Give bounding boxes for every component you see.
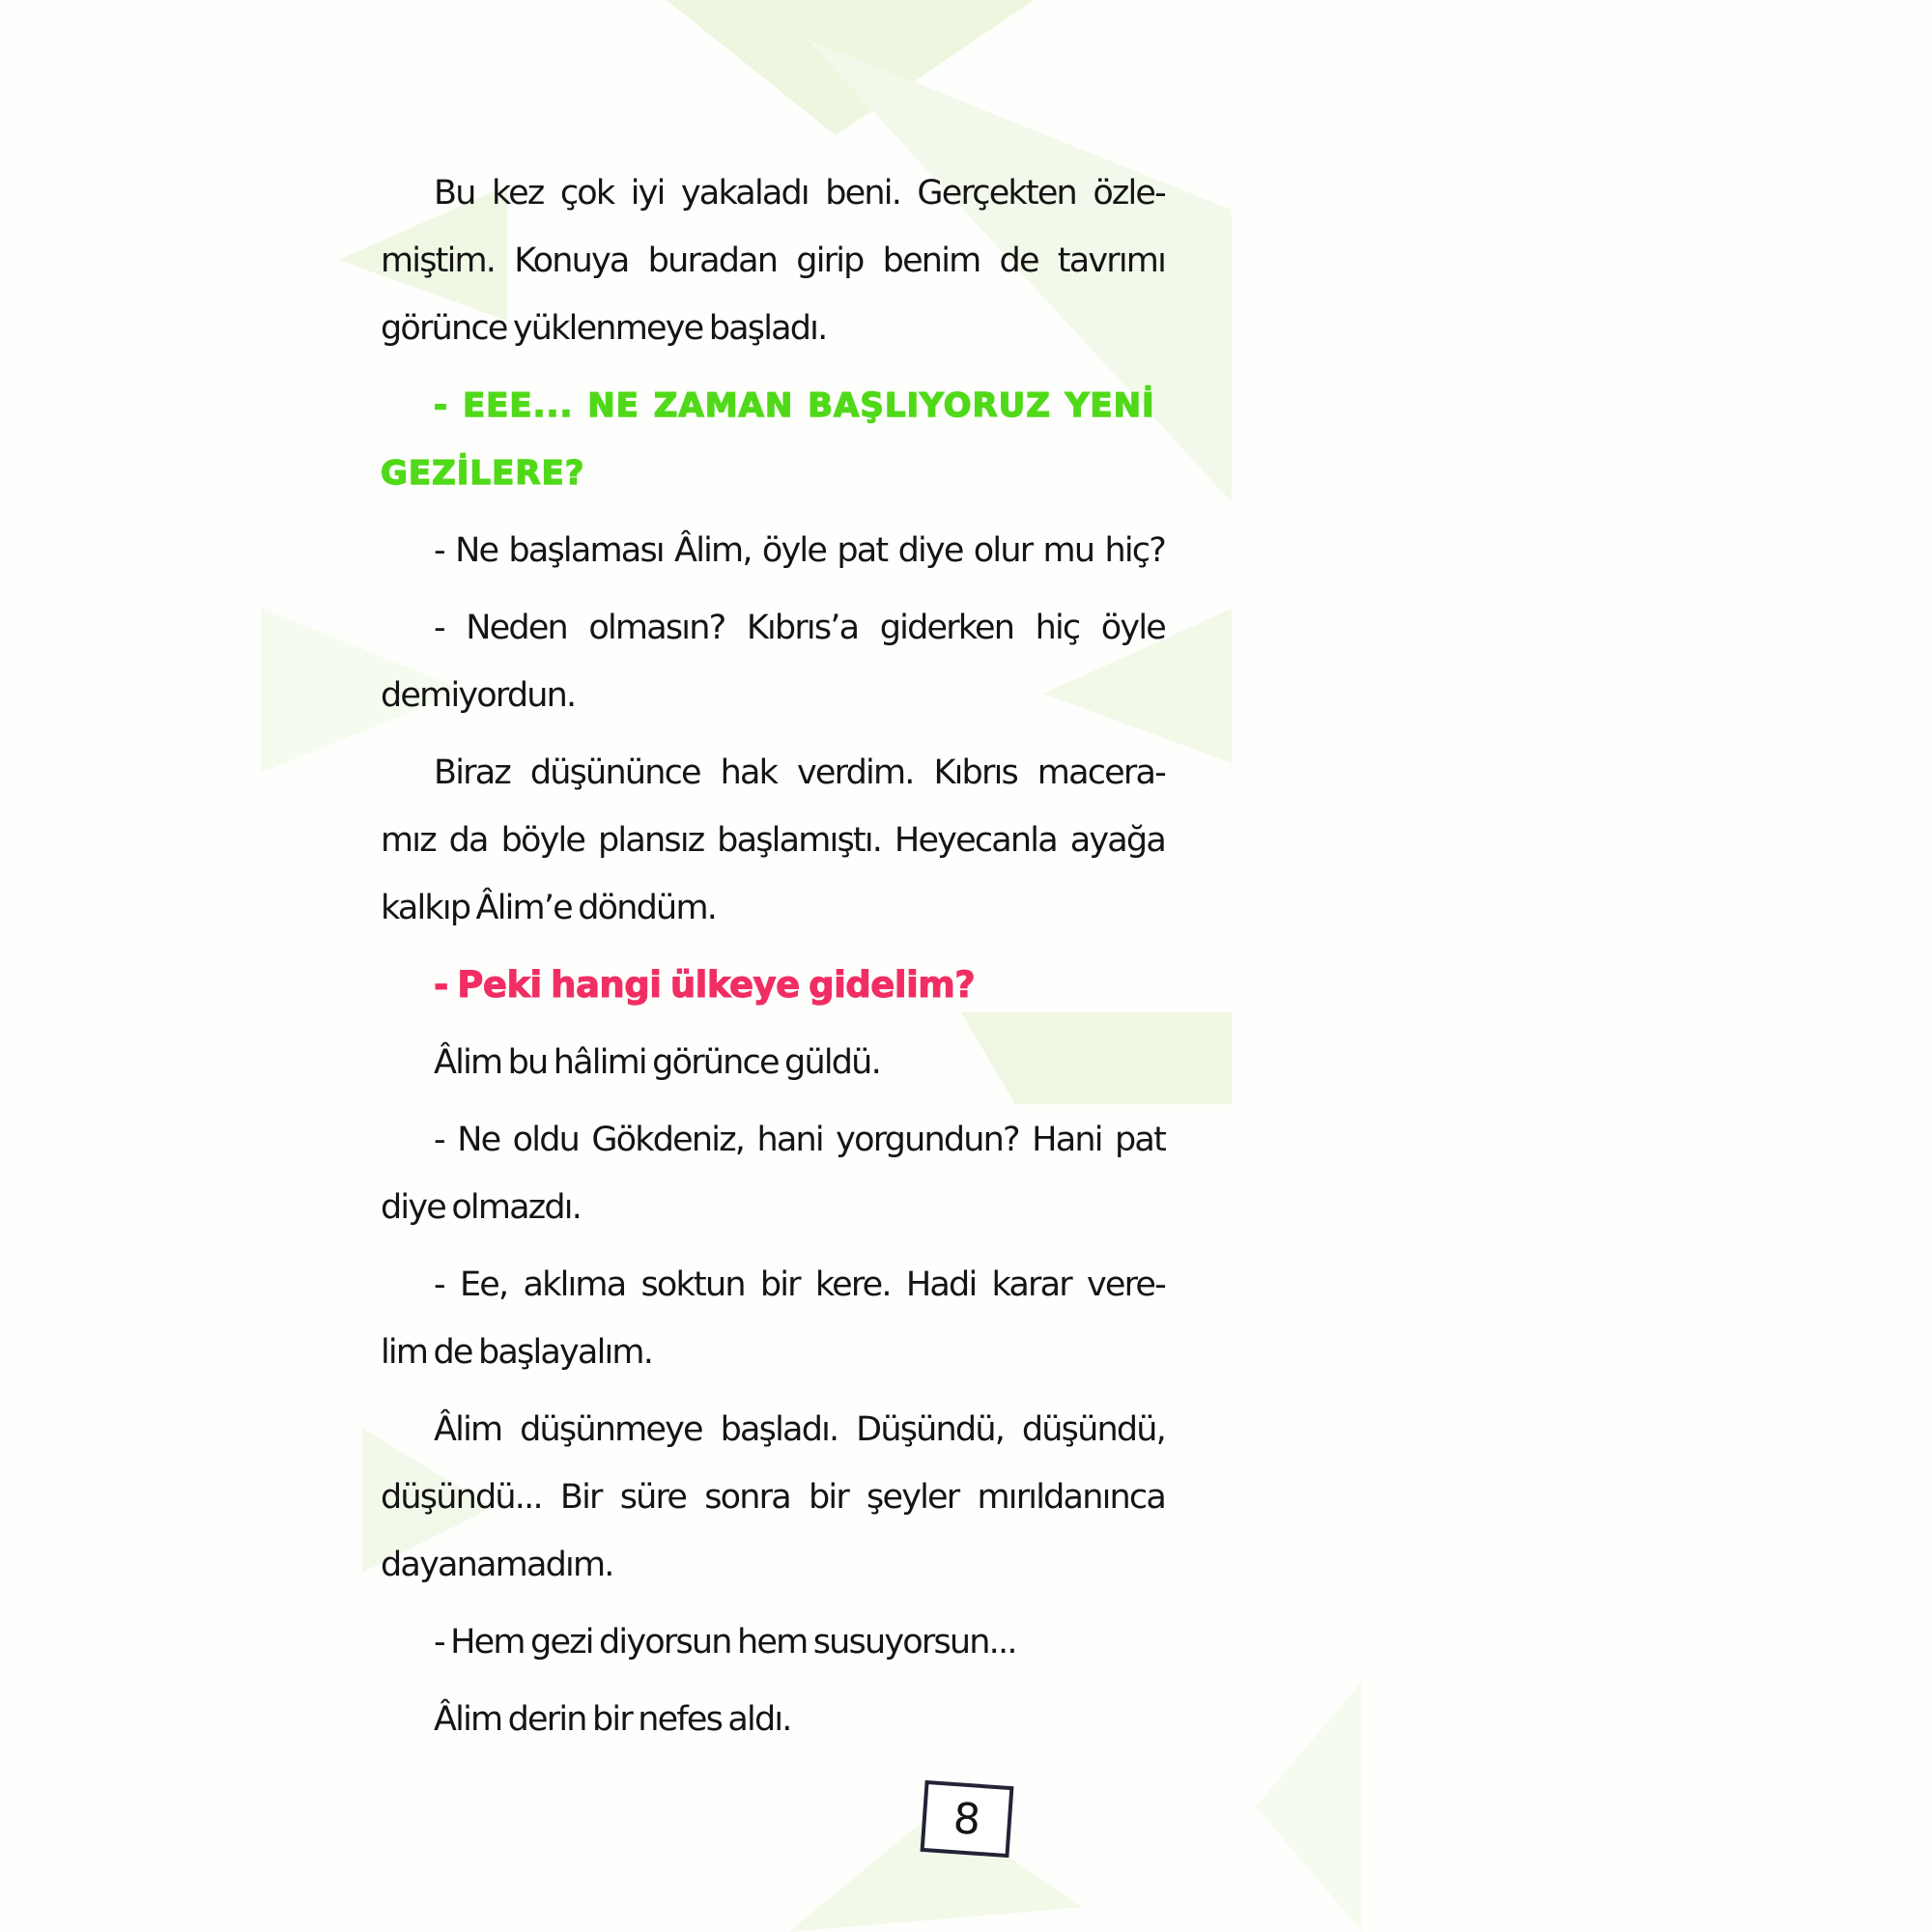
heading-line: GEZİLERE? — [381, 454, 585, 493]
paragraph — [381, 739, 1165, 942]
story-line: düşündü... Bir süre sonra bir şeyler mırıldanınca — [381, 1478, 1165, 1517]
story-line: Âlim bu hâlimi görünce güldü. — [434, 1043, 880, 1082]
paragraph — [381, 1029, 1165, 1096]
story-line: Bu kez çok iyi yakaladı beni. Gerçekten özle- — [434, 174, 1165, 213]
paragraph — [381, 1608, 1165, 1676]
heading-green — [381, 372, 1165, 507]
paragraph — [381, 517, 1165, 584]
story-line: - Ee, aklıma soktun bir kere. Hadi karar vere- — [434, 1265, 1165, 1304]
paragraph — [381, 1106, 1165, 1241]
story-line: lim de başlayalım. — [381, 1333, 653, 1372]
story-line: miştim. Konuya buradan girip benim de tavrımı — [381, 242, 1165, 280]
story-line: dayanamadım. — [381, 1546, 613, 1584]
story-line: kalkıp Âlim’e döndüm. — [381, 889, 717, 927]
story-line: - Ne başlaması Âlim, öyle pat diye olur mu hiç? — [434, 531, 1165, 570]
paragraph — [381, 1686, 1165, 1753]
page-number-box — [921, 1780, 1014, 1858]
heading-pink — [381, 952, 1165, 1019]
story-line: Âlim düşünmeye başladı. Düşündü, düşündü, — [434, 1410, 1165, 1449]
paragraph — [381, 1251, 1165, 1386]
story-line: - Hem gezi diyorsun hem susuyorsun... — [434, 1623, 1016, 1662]
page-text — [381, 159, 1165, 1763]
paragraph — [381, 1396, 1165, 1599]
heading-line: - EEE... NE ZAMAN BAŞLIYORUZ YENİ — [434, 386, 1155, 425]
story-line: Biraz düşününce hak verdim. Kıbrıs macera- — [434, 753, 1165, 792]
story-line: demiyordun. — [381, 676, 576, 715]
page-number: 8 — [952, 1793, 982, 1845]
story-line: mız da böyle plansız başlamıştı. Heyecanla ayağa — [381, 821, 1165, 860]
story-line: - Ne oldu Gökdeniz, hani yorgundun? Hani pat — [434, 1121, 1165, 1159]
story-line: diye olmazdı. — [381, 1188, 582, 1227]
heading-line: - Peki hangi ülkeye gidelim? — [434, 964, 976, 1006]
paragraph — [381, 159, 1165, 362]
story-line: Âlim derin bir nefes aldı. — [434, 1700, 791, 1739]
paragraph — [381, 594, 1165, 729]
story-line: - Neden olmasın? Kıbrıs’a giderken hiç öyle — [434, 609, 1165, 647]
decorative-triangle — [1256, 1681, 1362, 1932]
story-line: görünce yüklenmeye başladı. — [381, 309, 827, 348]
